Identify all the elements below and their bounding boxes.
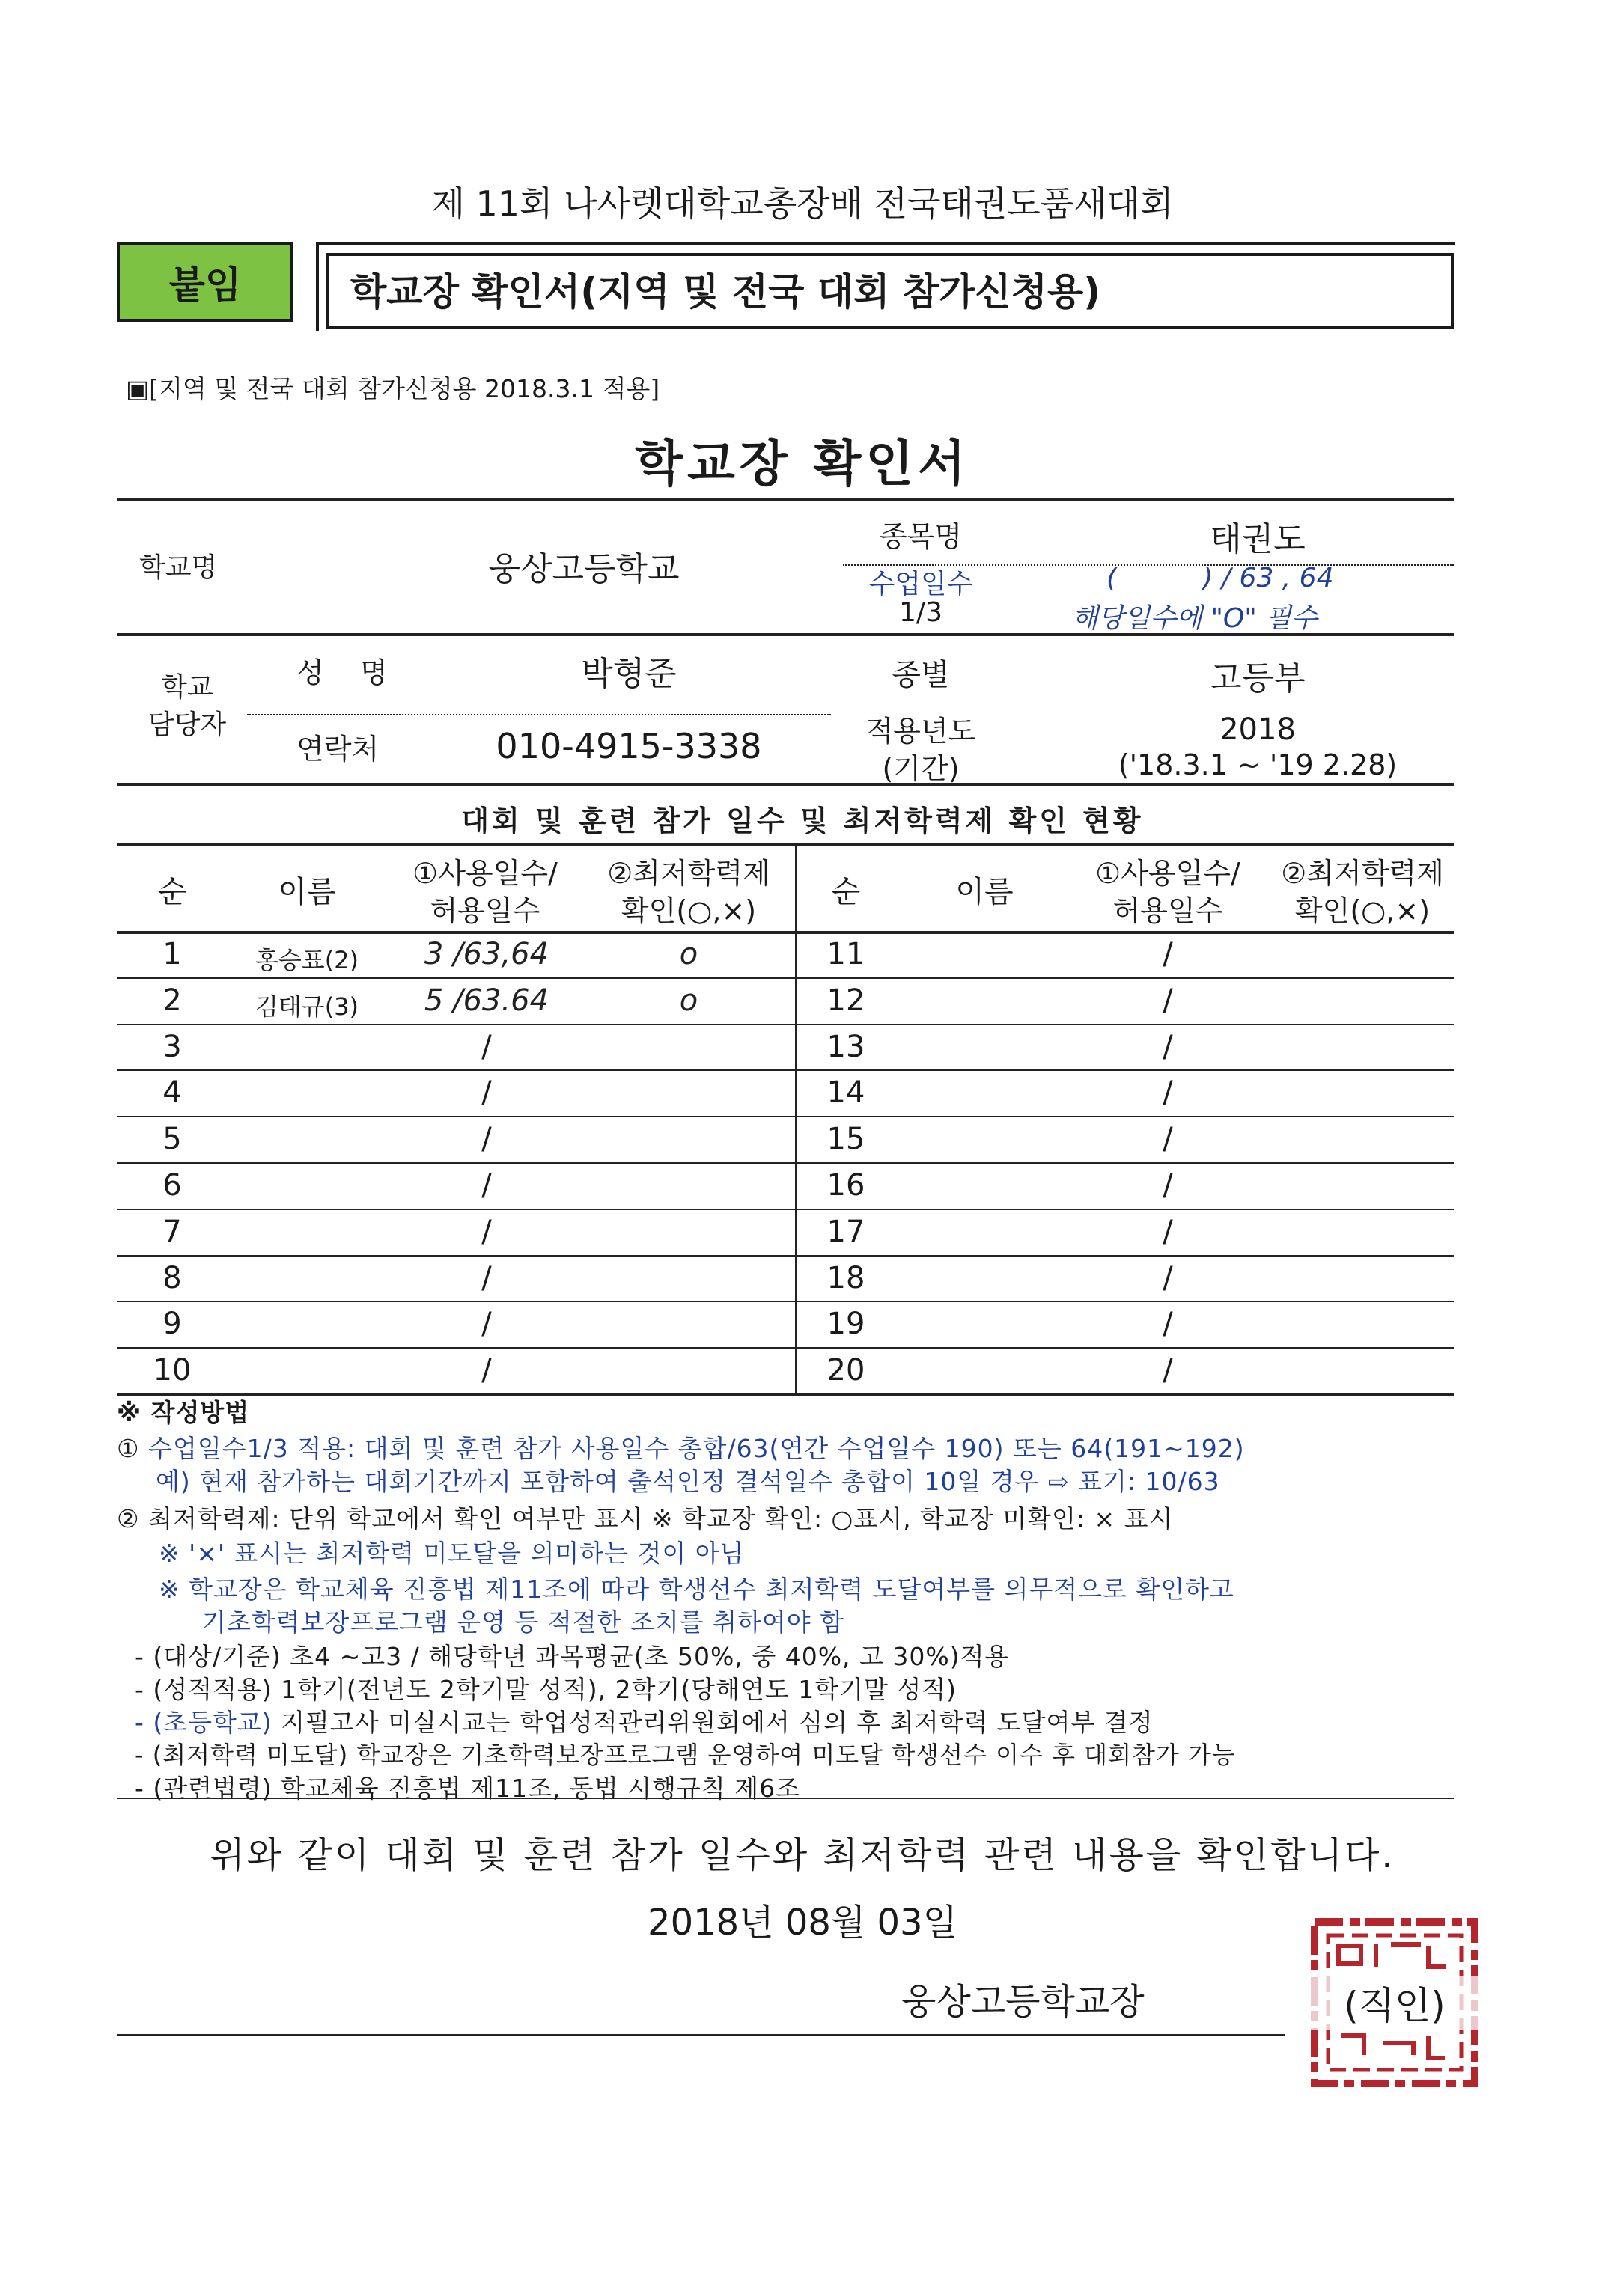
table-cell-days: / xyxy=(1163,1215,1173,1249)
table-cell-no: 12 xyxy=(826,983,865,1018)
header-check-right-2: 확인(○,×) xyxy=(1294,894,1431,927)
class-days-label-2: 1/3 xyxy=(899,597,942,628)
table-row-line xyxy=(117,1301,1454,1302)
confirmation-text: 위와 같이 대회 및 훈련 참가 일수와 최저학력 관련 내용을 확인합니다. xyxy=(210,1834,1395,1876)
note-1-marker: ① xyxy=(117,1434,140,1463)
table-cell-no: 7 xyxy=(162,1215,182,1249)
table-caption: 대회 및 훈련 참가 일수 및 최저학력제 확인 현황 xyxy=(461,804,1144,837)
table-cell-days: 5 /63.64 xyxy=(424,983,549,1018)
table-cell-no: 9 xyxy=(162,1307,182,1341)
event-label: 종목명 xyxy=(879,520,963,553)
note-1-line-1 xyxy=(117,1429,1245,1465)
year-label-2: (기간) xyxy=(882,752,960,785)
note-2-line-3: ※ 학교장은 학교체육 진흥법 제11조에 따라 학생선수 최저학력 도달여부를 의무적으로 확인하고 xyxy=(159,1575,1234,1604)
contact-label: 연락처 xyxy=(296,733,380,766)
table-cell-no: 6 xyxy=(162,1168,182,1203)
table-cell-check: o xyxy=(679,937,698,971)
note-detail-2: - (성적적용) 1학기(전년도 2학기말 성적), 2학기(당해연도 1학기말 성적) xyxy=(135,1675,957,1704)
table-cell-no: 10 xyxy=(153,1353,192,1387)
attachment-tag-label: 붙임 xyxy=(168,263,242,307)
note-detail-3-label: - (초등학교) xyxy=(135,1708,272,1737)
official-seal xyxy=(1309,1916,1481,2089)
table-cell-days: / xyxy=(1163,1307,1173,1341)
table-row-line xyxy=(117,1069,1454,1071)
note-detail-1: - (대상/기준) 초4 ~고3 / 해당학년 과목평균(초 50%, 중 40%, 고 30%)적용 xyxy=(135,1642,1010,1671)
table-cell-days: / xyxy=(1163,937,1173,971)
table-cell-no: 1 xyxy=(162,937,182,971)
confirmation-date: 2018년 08월 03일 xyxy=(648,1902,957,1944)
manager-label-1: 학교 xyxy=(161,672,213,703)
table-cell-name: 김태규(3) xyxy=(255,992,359,1021)
table-cell-no: 11 xyxy=(826,937,865,971)
notes-bottom-border xyxy=(117,1798,1454,1799)
header-check-left-1: ②최저학력제 xyxy=(607,857,770,890)
table-row-line xyxy=(117,1255,1454,1257)
division-value: 고등부 xyxy=(1210,659,1306,697)
table-cell-days: / xyxy=(481,1353,492,1387)
table-cell-days: / xyxy=(481,1075,492,1110)
school-name: 웅상고등학교 xyxy=(488,550,680,588)
header-days-right-1: ①사용일수/ xyxy=(1095,857,1240,890)
table-row-line xyxy=(117,977,1454,979)
header-box-title: 학교장 확인서(지역 및 전국 대회 참가신청용) xyxy=(350,270,1101,314)
header-days-left-1: ①사용일수/ xyxy=(412,857,558,890)
note-2-line-4: 기초학력보장프로그램 운영 등 적절한 조치를 취하여야 함 xyxy=(202,1607,845,1637)
note-detail-4: - (최저학력 미도달) 학교장은 기초학력보장프로그램 운영하여 미도달 학생선수 이수 후 대회참가 가능 xyxy=(135,1741,1236,1769)
competition-title: 제 11회 나사렛대학교총장배 전국태권도품새대회 xyxy=(431,183,1174,224)
table-row-line xyxy=(117,1024,1454,1025)
table-row-line xyxy=(117,1393,1454,1396)
notes-heading: ※ 작성방법 xyxy=(117,1398,250,1427)
seal-label: (직인) xyxy=(1309,1976,1481,2030)
note-1-text: 대회 및 훈련 참가 사용일수 총합/63(연간 수업일수 190) 또는 64(191~192) xyxy=(356,1434,1245,1463)
header-name-right: 이름 xyxy=(955,875,1014,909)
info-divider-name xyxy=(247,714,831,715)
info-top-border xyxy=(117,498,1454,501)
year-value-1: 2018 xyxy=(1219,712,1296,747)
note-detail-3-text: 지필고사 미실시교는 학업성적관리위원회에서 심의 후 최저학력 도달여부 결정 xyxy=(272,1708,1154,1737)
main-title: 학교장 확인서 xyxy=(635,435,970,492)
table-cell-no: 19 xyxy=(826,1307,865,1341)
table-row-line xyxy=(117,1162,1454,1164)
table-top-border xyxy=(117,843,1454,846)
table-center-divider xyxy=(795,843,797,1393)
note-2-line-2: ※ '×' 표시는 최저학력 미도달을 의미하는 것이 아님 xyxy=(159,1539,745,1568)
class-days-value-2: 해당일수에 "O" 필수 xyxy=(1072,603,1318,634)
table-cell-no: 2 xyxy=(162,983,182,1018)
table-cell-no: 15 xyxy=(826,1122,865,1156)
header-check-right-1: ②최저학력제 xyxy=(1281,857,1444,890)
table-cell-check: o xyxy=(679,983,698,1018)
note-1-label: 수업일수1/3 적용: xyxy=(148,1434,356,1463)
info-divider-2 xyxy=(117,783,1454,786)
table-cell-days: / xyxy=(1163,983,1173,1018)
note-detail-5: - (관련법령) 학교체육 진흥법 제11조, 동법 시행규칙 제6조 xyxy=(135,1774,800,1803)
table-cell-days: / xyxy=(481,1122,492,1156)
note-1-line-2: 예) 현재 참가하는 대회기간까지 포함하여 출석인정 결석일수 총합이 10일 경우 ⇨ 표기: 10/63 xyxy=(156,1467,1220,1496)
header-name-left: 이름 xyxy=(278,875,336,909)
table-cell-days: / xyxy=(481,1261,492,1295)
table-cell-days: / xyxy=(1163,1353,1173,1387)
table-cell-no: 18 xyxy=(826,1261,865,1295)
division-label: 종별 xyxy=(892,658,950,692)
event-value: 태권도 xyxy=(1210,520,1306,558)
note-detail-3 xyxy=(135,1703,1154,1738)
table-row-line xyxy=(117,1209,1454,1210)
table-cell-no: 20 xyxy=(826,1353,865,1387)
table-cell-days: / xyxy=(481,1030,492,1064)
table-cell-days: / xyxy=(1163,1122,1173,1156)
table-cell-no: 17 xyxy=(826,1215,865,1249)
year-value-2: ('18.3.1 ~ '19 2.28) xyxy=(1118,748,1398,781)
manager-label-2: 담당자 xyxy=(147,709,227,740)
table-cell-days: / xyxy=(1163,1168,1173,1203)
table-cell-days: / xyxy=(1163,1075,1173,1110)
table-cell-days: / xyxy=(481,1215,492,1249)
class-days-label-1: 수업일수 xyxy=(868,569,973,599)
subheading: ▣[지역 및 전국 대회 참가신청용 2018.3.1 적용] xyxy=(126,374,660,403)
table-cell-days: 3 /63,64 xyxy=(424,937,549,971)
table-cell-no: 14 xyxy=(826,1075,865,1110)
principal-name: 웅상고등학교장 xyxy=(901,1981,1145,2023)
contact-value: 010-4915-3338 xyxy=(496,726,762,766)
table-cell-no: 8 xyxy=(162,1261,182,1295)
header-no-left: 순 xyxy=(157,875,187,909)
table-cell-no: 16 xyxy=(826,1168,865,1203)
table-row-line xyxy=(117,931,1454,934)
class-days-value-1: ( ) / 63 , 64 xyxy=(1106,563,1334,593)
header-days-left-2: 허용일수 xyxy=(430,894,540,927)
header-check-left-2: 확인(○,×) xyxy=(621,894,757,927)
table-cell-days: / xyxy=(481,1307,492,1341)
table-cell-days: / xyxy=(481,1168,492,1203)
note-2-line-1: ② 최저학력제: 단위 학교에서 확인 여부만 표시 ※ 학교장 확인: ○표시, 학교장 미확인: × 표시 xyxy=(117,1504,1174,1533)
name-value: 박형준 xyxy=(581,655,677,693)
school-label: 학교명 xyxy=(139,552,218,583)
header-no-right: 순 xyxy=(831,875,861,909)
table-cell-no: 4 xyxy=(162,1075,182,1110)
table-cell-no: 13 xyxy=(826,1030,865,1064)
table-cell-days: / xyxy=(1163,1030,1173,1064)
table-row-line xyxy=(117,1347,1454,1349)
table-cell-no: 3 xyxy=(162,1030,182,1064)
name-label: 성 명 xyxy=(296,656,388,689)
header-days-right-2: 허용일수 xyxy=(1112,894,1223,927)
year-label-1: 적용년도 xyxy=(865,715,976,748)
table-row-line xyxy=(117,1116,1454,1117)
footer-border xyxy=(117,2034,1285,2036)
table-cell-no: 5 xyxy=(162,1122,182,1156)
attachment-tag xyxy=(117,242,293,322)
table-cell-days: / xyxy=(1163,1261,1173,1295)
table-cell-name: 홍승표(2) xyxy=(255,946,359,974)
